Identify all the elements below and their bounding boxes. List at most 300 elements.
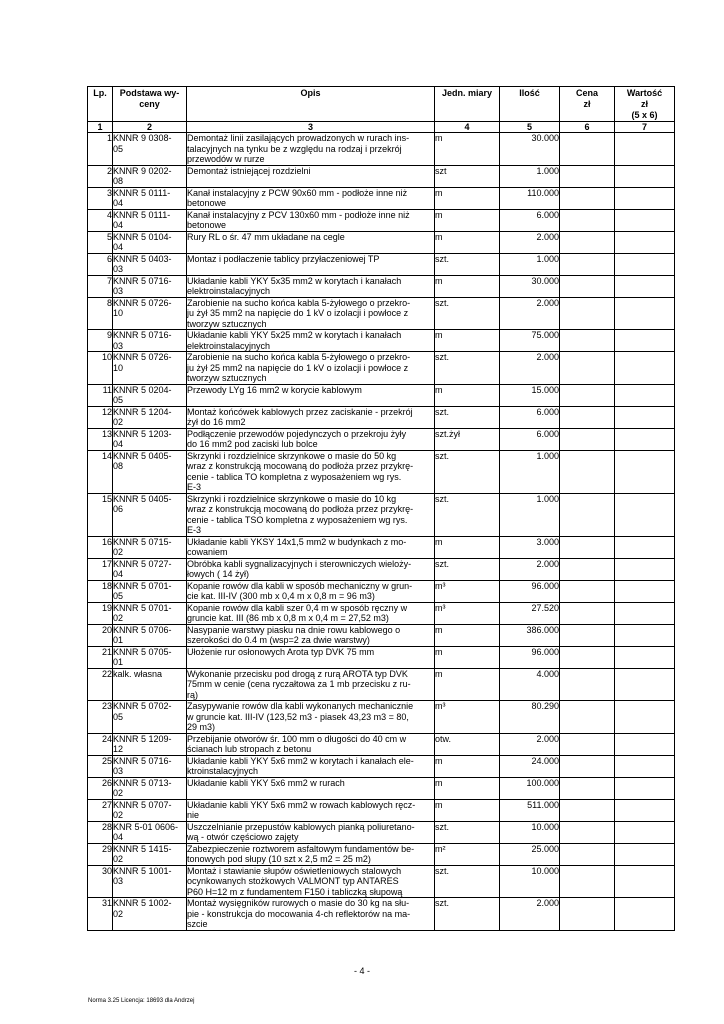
row-price [560, 450, 615, 493]
row-unit: otw. [435, 733, 500, 755]
row-unit: m [435, 799, 500, 821]
row-lp: 30 [88, 865, 113, 898]
row-quantity: 1.000 [500, 253, 560, 275]
table-row [88, 133, 675, 166]
row-basis-line: 06 [113, 504, 124, 514]
row-lp: 5 [88, 231, 113, 253]
row-basis-line: KNNR 5 0726- [113, 352, 172, 362]
row-lp: 3 [88, 187, 113, 209]
row-basis-line: KNNR 5 0104- [113, 231, 172, 242]
row-description-line: Skrzynki i rozdzielnice skrzynkowe o masie do 50 kg [187, 450, 397, 461]
column-number: 3 [187, 122, 435, 133]
row-lp: 25 [88, 755, 113, 777]
row-description-line: Układanie kabli YKY 5x6 mm2 w rurach [187, 777, 345, 788]
row-basis-line: KNR 5-01 0606- [113, 821, 179, 832]
row-unit: szt. [435, 821, 500, 843]
header-value [615, 87, 675, 122]
row-basis-line: kalk. własna [113, 668, 163, 679]
header-qty-line: Ilość [519, 88, 540, 98]
row-description [187, 384, 435, 406]
table-row [88, 450, 675, 493]
row-description-line: do 16 mm2 pod zaciski lub bolce [187, 439, 318, 449]
row-description-line: Kanał instalacyjny z PCW 90x60 mm - podłoże inne niż [187, 187, 408, 198]
row-price [560, 231, 615, 253]
row-quantity: 30.000 [500, 275, 560, 297]
header-value-line: zł [640, 99, 648, 109]
table-row [88, 821, 675, 843]
row-description [187, 330, 435, 352]
row-description-line: ktroinstalacyjnych [187, 766, 259, 776]
row-value [615, 275, 675, 297]
header-basis-line: Podstawa wy- [119, 88, 180, 98]
row-description [187, 450, 435, 493]
row-basis [113, 428, 187, 450]
row-description-line: 29 m3) [187, 722, 216, 732]
row-lp: 15 [88, 493, 113, 536]
row-description [187, 799, 435, 821]
row-basis [113, 646, 187, 668]
row-basis-line: KNNR 9 0202- [113, 165, 172, 176]
row-description [187, 821, 435, 843]
row-quantity: 1.000 [500, 165, 560, 187]
row-quantity: 30.000 [500, 133, 560, 166]
row-description-line: Demontaż istniejącej rozdzielni [187, 165, 311, 176]
row-quantity: 6.000 [500, 428, 560, 450]
row-description-line: Przebijanie otworów śr. 100 mm o długości do 40 cm w [187, 733, 407, 744]
row-unit: m³ [435, 701, 500, 734]
row-basis-line: 04 [113, 198, 124, 208]
row-quantity: 6.000 [500, 209, 560, 231]
row-price [560, 799, 615, 821]
row-value [615, 493, 675, 536]
row-quantity: 386.000 [500, 624, 560, 646]
row-value [615, 297, 675, 330]
table-row [88, 253, 675, 275]
row-basis-line: 02 [113, 417, 124, 427]
row-description [187, 624, 435, 646]
row-quantity: 80.290 [500, 701, 560, 734]
row-unit: szt. [435, 352, 500, 385]
row-basis-line: KNNR 5 0204- [113, 384, 172, 395]
row-unit: m [435, 624, 500, 646]
row-description-line: Nasypanie warstwy piasku na dnie rowu kablowego o [187, 624, 401, 635]
row-price [560, 865, 615, 898]
row-description [187, 843, 435, 865]
row-description-line: Układanie kabli YKSY 14x1,5 mm2 w budynkach z mo- [187, 536, 407, 547]
row-description-line: talacyjnych na tynku be z względu na rodzaj i przekrój [187, 143, 402, 154]
row-description [187, 580, 435, 602]
row-basis [113, 821, 187, 843]
row-description [187, 777, 435, 799]
table-row [88, 165, 675, 187]
row-basis [113, 755, 187, 777]
row-unit: m [435, 384, 500, 406]
row-description-line: łowych ( 14 żył) [187, 569, 250, 579]
row-value [615, 536, 675, 558]
row-basis-line: 10 [113, 362, 124, 373]
table-row [88, 493, 675, 536]
row-basis [113, 843, 187, 865]
column-number: 7 [615, 122, 675, 133]
row-quantity: 1.000 [500, 450, 560, 493]
row-value [615, 133, 675, 166]
row-basis-line: 02 [113, 908, 124, 919]
row-unit: m [435, 536, 500, 558]
row-quantity: 75.000 [500, 330, 560, 352]
row-lp: 17 [88, 558, 113, 580]
row-price [560, 646, 615, 668]
row-quantity: 6.000 [500, 406, 560, 428]
row-lp: 7 [88, 275, 113, 297]
row-basis-line: KNNR 5 1204- [113, 406, 172, 417]
row-description-line: Kanał instalacyjny z PCV 130x60 mm - podłoże inne niż [187, 209, 410, 220]
row-unit: m [435, 187, 500, 209]
page-number: - 4 - [353, 966, 370, 976]
row-lp: 29 [88, 843, 113, 865]
row-description [187, 165, 435, 187]
row-basis-line: 01 [113, 635, 124, 645]
header-desc-line: Opis [300, 88, 321, 98]
row-basis-line: 08 [113, 176, 124, 186]
row-price [560, 493, 615, 536]
row-price [560, 843, 615, 865]
header-value-line: Wartość [626, 88, 663, 98]
row-basis-line: 05 [113, 591, 124, 601]
row-value [615, 209, 675, 231]
row-unit: szt. [435, 406, 500, 428]
row-lp: 4 [88, 209, 113, 231]
table-row [88, 428, 675, 450]
row-description [187, 733, 435, 755]
row-description [187, 865, 435, 898]
license-footer: Norma 3.25 Licencja: 18693 dla Andrzej [88, 998, 195, 1004]
row-basis-line: KNNR 5 0713- [113, 777, 172, 788]
row-basis-line: 10 [113, 308, 124, 318]
header-unit-line: Jedn. miary [441, 88, 493, 98]
row-lp: 31 [88, 898, 113, 931]
table-row [88, 843, 675, 865]
row-quantity: 2.000 [500, 558, 560, 580]
row-basis [113, 275, 187, 297]
row-value [615, 865, 675, 898]
row-unit: m [435, 668, 500, 701]
row-basis [113, 777, 187, 799]
row-description-line: Rury RL o śr. 47 mm układane na cegle [187, 231, 345, 242]
row-description-line: wą - otwór częściowo zajęty [187, 832, 299, 842]
row-basis [113, 133, 187, 166]
row-description [187, 133, 435, 166]
row-basis-line: 04 [113, 832, 124, 842]
table-row [88, 602, 675, 624]
row-description-line: Układanie kabli YKY 5x35 mm2 w korytach i kanałach [187, 275, 402, 286]
row-description-line: Obróbka kabli sygnalizacyjnych i sterowniczych wieloży- [187, 558, 412, 569]
row-basis-line: 04 [113, 242, 124, 252]
row-basis-line: KNNR 5 0705- [113, 646, 172, 657]
row-quantity: 2.000 [500, 898, 560, 931]
row-description-line: tworzyw sztucznych [187, 318, 267, 329]
row-lp: 13 [88, 428, 113, 450]
row-basis-line: 03 [113, 340, 124, 351]
row-basis-line: 08 [113, 461, 124, 471]
row-lp: 19 [88, 602, 113, 624]
row-basis-line: KNNR 5 0405- [113, 493, 172, 504]
row-quantity: 96.000 [500, 580, 560, 602]
row-description-line: wraz z konstrukcją mocowaną do podłoża przez przykrę- [187, 461, 414, 471]
table-row [88, 733, 675, 755]
row-description-line: rą) [187, 689, 198, 700]
column-number: 1 [88, 122, 113, 133]
row-description [187, 558, 435, 580]
row-basis-line: KNNR 5 1001- [113, 865, 172, 876]
table-row [88, 352, 675, 385]
row-description-line: betonowe [187, 198, 227, 208]
row-basis [113, 165, 187, 187]
row-unit: m [435, 231, 500, 253]
row-unit: m [435, 133, 500, 166]
row-description [187, 253, 435, 275]
row-description [187, 187, 435, 209]
row-description [187, 536, 435, 558]
row-basis [113, 602, 187, 624]
row-description-line: pie - konstrukcja do mocowania 4-ch reflektorów na ma- [187, 908, 411, 919]
row-quantity: 2.000 [500, 352, 560, 385]
row-unit: m [435, 275, 500, 297]
header-basis-line: ceny [139, 99, 160, 109]
row-description-line: szerokości do 0.4 m (wsp=2 za dwie warstwy) [187, 635, 370, 645]
row-basis-line: 02 [113, 788, 124, 798]
table-row [88, 231, 675, 253]
row-lp: 12 [88, 406, 113, 428]
row-description-line: tonowych pod słupy (10 szt x 2,5 m2 = 25 m2) [187, 854, 371, 864]
row-basis-line: KNNR 5 0111- [113, 187, 171, 198]
row-basis [113, 624, 187, 646]
row-unit: szt. [435, 450, 500, 493]
row-basis-line: 02 [113, 854, 124, 864]
row-quantity: 2.000 [500, 297, 560, 330]
row-basis-line: KNNR 5 0111- [113, 209, 171, 220]
row-price [560, 187, 615, 209]
row-lp: 14 [88, 450, 113, 493]
row-quantity: 2.000 [500, 733, 560, 755]
header-lp-line: Lp. [93, 88, 107, 98]
row-basis-line: 03 [113, 286, 124, 296]
row-basis [113, 536, 187, 558]
row-quantity: 10.000 [500, 865, 560, 898]
row-basis-line: KNNR 5 1203- [113, 428, 172, 439]
row-basis-line: KNNR 5 0727- [113, 558, 172, 569]
row-price [560, 253, 615, 275]
row-basis-line: 03 [113, 766, 124, 776]
row-description-line: tworzyw sztucznych [187, 373, 267, 383]
row-description [187, 755, 435, 777]
row-unit: m² [435, 843, 500, 865]
header-value-line: (5 x 6) [631, 110, 658, 120]
row-price [560, 733, 615, 755]
row-lp: 27 [88, 799, 113, 821]
row-quantity: 27.520 [500, 602, 560, 624]
row-quantity: 15.000 [500, 384, 560, 406]
row-description-line: ścianach lub stropach z betonu [187, 744, 312, 754]
row-description [187, 231, 435, 253]
row-unit: m [435, 777, 500, 799]
row-description-line: cenie - tablica TO kompletna z wyposażeniem wg rys. [187, 471, 402, 482]
row-description [187, 275, 435, 297]
row-description-line: Montaż wysięgników rurowych o masie do 30 kg na słu- [187, 898, 410, 908]
row-value [615, 253, 675, 275]
row-description-line: Zasypywanie rowów dla kabli wykonanych mechanicznie [187, 701, 414, 711]
row-description-line: Kopanie rowów dla kabli szer 0,4 m w sposób ręczny w [187, 602, 408, 613]
row-basis-line: KNNR 5 0405- [113, 450, 172, 461]
row-basis-line: KNNR 5 0716- [113, 755, 172, 766]
row-basis-line: KNNR 5 0403- [113, 253, 172, 264]
row-basis-line: KNNR 5 0726- [113, 297, 172, 308]
row-lp: 23 [88, 701, 113, 734]
row-basis-line: 12 [113, 744, 124, 754]
row-value [615, 428, 675, 450]
row-description [187, 602, 435, 624]
row-lp: 18 [88, 580, 113, 602]
row-description-line: betonowe [187, 220, 227, 230]
row-value [615, 165, 675, 187]
row-unit: szt.żył [435, 428, 500, 450]
row-description [187, 428, 435, 450]
row-price [560, 821, 615, 843]
row-description-line: Montaż i stawianie słupów oświetleniowych stalowych [187, 865, 402, 876]
row-value [615, 330, 675, 352]
row-description-line: Demontaż linii zasilających prowadzonych w rurach ins- [187, 133, 410, 143]
row-description-line: Zabezpieczenie roztworem asfaltowym fundamentów be- [187, 843, 415, 854]
row-description-line: Układanie kabli YKY 5x25 mm2 w korytach i kanałach [187, 330, 402, 340]
cost-estimate-sheet [87, 86, 675, 931]
row-description-line: nie [187, 810, 200, 820]
row-value [615, 624, 675, 646]
table-row [88, 384, 675, 406]
row-basis [113, 450, 187, 493]
row-description-line: ocynkowanych stożkowych VALMONT typ ANTARES [187, 876, 399, 886]
row-basis-line: KNNR 9 0308- [113, 133, 172, 143]
row-basis-line: KNNR 5 1002- [113, 898, 172, 908]
row-description [187, 352, 435, 385]
row-lp: 20 [88, 624, 113, 646]
row-description [187, 646, 435, 668]
row-basis [113, 330, 187, 352]
row-price [560, 536, 615, 558]
row-description-line: 75mm w cenie (cena ryczałtowa za 1 mb przecisku z ru- [187, 679, 411, 689]
row-price [560, 384, 615, 406]
table-row [88, 898, 675, 931]
table-row [88, 701, 675, 734]
column-number: 6 [560, 122, 615, 133]
row-basis-line: 04 [113, 439, 124, 449]
row-lp: 22 [88, 668, 113, 701]
table-row [88, 297, 675, 330]
table-row [88, 755, 675, 777]
row-basis-line: KNNR 5 0716- [113, 275, 172, 286]
table-row [88, 209, 675, 231]
row-basis [113, 799, 187, 821]
row-lp: 11 [88, 384, 113, 406]
row-description-line: Ułożenie rur osłonowych Arota typ DVK 75 mm [187, 646, 375, 657]
row-value [615, 406, 675, 428]
table-row [88, 558, 675, 580]
row-quantity: 4.000 [500, 668, 560, 701]
row-value [615, 580, 675, 602]
row-unit: szt. [435, 865, 500, 898]
table-row [88, 406, 675, 428]
row-description-line: Podłączenie przewodów pojedynczych o przekroju żyły [187, 428, 407, 439]
row-unit: szt. [435, 297, 500, 330]
row-value [615, 701, 675, 734]
row-price [560, 209, 615, 231]
row-basis-line: 05 [113, 711, 124, 722]
row-unit: szt. [435, 558, 500, 580]
table-row [88, 330, 675, 352]
row-basis [113, 701, 187, 734]
row-description-line: żył do 16 mm2 [187, 417, 246, 427]
row-basis-line: 03 [113, 264, 124, 274]
row-description-line: w gruncie kat. III-IV (123,52 m3 - piasek 43,23 m3 = 80, [187, 711, 409, 722]
row-price [560, 898, 615, 931]
row-quantity: 511.000 [500, 799, 560, 821]
row-basis-line: KNNR 5 0716- [113, 330, 172, 340]
row-basis-line: KNNR 5 0706- [113, 624, 172, 635]
row-basis-line: KNNR 5 0715- [113, 536, 172, 547]
row-description-line: P60 H=12 m z fundamentem F150 i tabliczką słupową [187, 886, 403, 897]
row-basis [113, 209, 187, 231]
row-price [560, 755, 615, 777]
row-description [187, 406, 435, 428]
row-description-line: przewodów w rurze [187, 154, 265, 164]
row-quantity: 25.000 [500, 843, 560, 865]
row-value [615, 602, 675, 624]
row-price [560, 406, 615, 428]
row-description-line: Układanie kabli YKY 5x6 mm2 w rowach kablowych ręcz- [187, 799, 416, 810]
row-description-line: Zarobienie na sucho końca kabla 5-żyłowego o przekro- [187, 297, 411, 308]
row-basis-line: KNNR 5 1209- [113, 733, 172, 744]
row-basis [113, 865, 187, 898]
row-description-line: cie kat. III-IV (300 mb x 0,4 m x 0,8 m = 96 m3) [187, 591, 375, 601]
row-description-line: Przewody LYg 16 mm2 w korycie kablowym [187, 384, 362, 395]
row-unit: m [435, 646, 500, 668]
row-description-line: Wykonanie przecisku pod drogą z rurą AROTA typ DVK [187, 668, 408, 679]
row-lp: 9 [88, 330, 113, 352]
row-lp: 24 [88, 733, 113, 755]
row-basis-line: 04 [113, 569, 124, 579]
row-value [615, 646, 675, 668]
row-price [560, 558, 615, 580]
row-basis-line: KNNR 5 0707- [113, 799, 172, 810]
row-price [560, 580, 615, 602]
row-basis [113, 253, 187, 275]
row-basis-line: 05 [113, 143, 124, 154]
row-quantity: 100.000 [500, 777, 560, 799]
row-basis [113, 406, 187, 428]
row-basis [113, 733, 187, 755]
header-price-line: Cena [575, 88, 598, 98]
row-lp: 16 [88, 536, 113, 558]
row-basis-line: 03 [113, 876, 124, 886]
row-quantity: 2.000 [500, 231, 560, 253]
row-basis-line: KNNR 5 0701- [113, 580, 172, 591]
row-basis [113, 493, 187, 536]
row-basis-line: KNNR 5 0701- [113, 602, 172, 613]
column-number-row [88, 122, 675, 133]
column-number: 2 [113, 122, 187, 133]
row-price [560, 668, 615, 701]
row-value [615, 843, 675, 865]
row-description-line: E-3 [187, 482, 202, 492]
table-row [88, 187, 675, 209]
